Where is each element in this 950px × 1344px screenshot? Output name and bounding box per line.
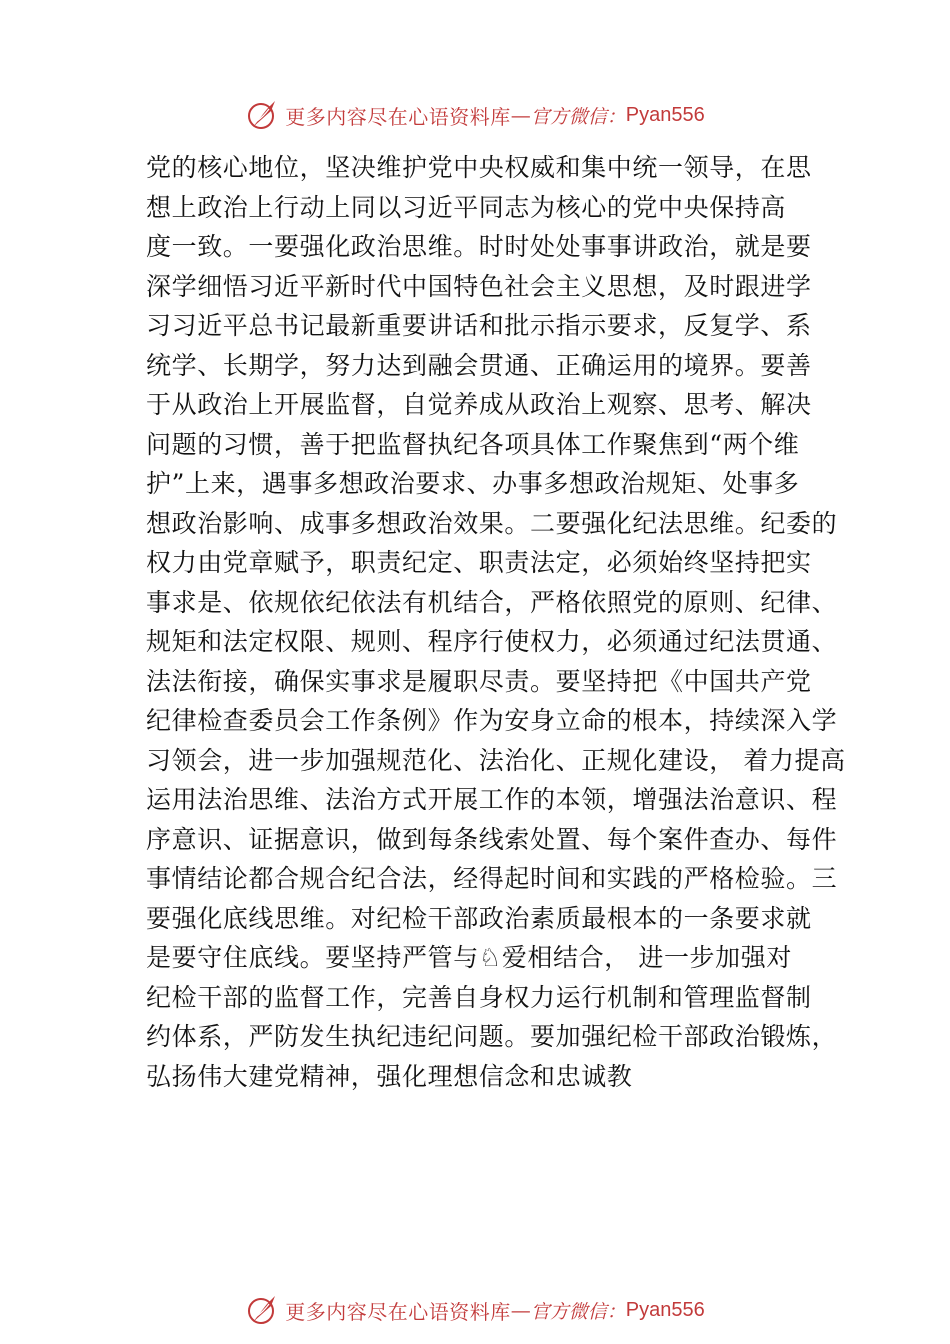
body-line: 习习近平总书记最新重要讲话和批示指示要求，反复学、系 — [146, 311, 812, 340]
banner-text: 更多内容尽在心语资料库 — [285, 1299, 511, 1324]
body-line: 习领会，进一步加强规范化、法治化、正规化建设， 着力提高 — [146, 745, 846, 775]
body-line: 统学、长期学，努力达到融会贯通、正确运用的境界。要善 — [146, 350, 812, 380]
quill-pen-circle-icon — [245, 1292, 281, 1328]
document-body — [146, 148, 846, 1096]
body-line: 事求是、依规依纪依法有机结合，严格依照党的原则、纪律、 — [146, 587, 838, 617]
body-line: 于从政治上开展监督，自觉养成从政治上观察、思考、解决 — [146, 390, 812, 419]
body-line: 护”上来，遇事多想政治要求、办事多想政治规矩、处事多 — [146, 469, 800, 498]
body-line: 事情结论都合规合纪合法，经得起时间和实践的严格检验。三 — [146, 864, 838, 893]
body-line: 问题的习惯，善于把监督执纪各项具体工作聚焦到“两个维 — [146, 429, 800, 459]
banner-wechat-label: 官方微信： — [530, 105, 626, 128]
body-line: 深学细悟习近平新时代中国特色社会主义思想，及时跟进学 — [146, 271, 812, 301]
body-line: 想政治影响、成事多想政治效果。二要强化纪法思维。纪委的 — [146, 508, 838, 538]
banner-wechat-id: Pyan556 — [625, 1298, 705, 1321]
body-line: 想上政治上行动上同以习近平同志为核心的党中央保持高 — [146, 192, 787, 222]
banner-wechat-id: Pyan556 — [625, 103, 705, 126]
body-line: 要强化底线思维。对纪检干部政治素质最根本的一条要求就 — [146, 903, 812, 933]
header-banner — [0, 95, 950, 135]
body-line: 纪律检查委员会工作条例》作为安身立命的根本，持续深入学 — [146, 706, 838, 735]
body-line: 规矩和法定权限、规则、程序行使权力，必须通过纪法贯通、 — [146, 627, 838, 656]
banner-separator: — — [510, 1298, 531, 1322]
body-line: 弘扬伟大建党精神，强化理想信念和忠诚教 — [146, 1061, 633, 1091]
banner-separator: — — [510, 103, 531, 127]
body-line: 序意识、证据意识，做到每条线索处置、每个案件查办、每件 — [146, 824, 838, 854]
body-line: 度一致。一要强化政治思维。时时处处事事讲政治，就是要 — [146, 232, 812, 261]
quill-pen-circle-icon — [245, 97, 281, 133]
body-line: 党的核心地位，坚决维护党中央权威和集中统一领导，在思 — [146, 153, 812, 182]
footer-banner — [0, 1290, 950, 1330]
body-line: 运用法治思维、法治方式开展工作的本领，增强法治意识、程 — [146, 785, 838, 814]
body-line: 权力由党章赋予，职责纪定、职责法定，必须始终坚持把实 — [146, 548, 812, 577]
body-line: 是要守住底线。要坚持严管与♘爱相结合， 进一步加强对 — [146, 943, 792, 972]
body-line: 纪检干部的监督工作，完善自身权力运行机制和管理监督制 — [146, 982, 812, 1012]
banner-wechat-label: 官方微信： — [530, 1300, 626, 1323]
body-line: 约体系，严防发生执纪违纪问题。要加强纪检干部政治锻炼， — [146, 1022, 838, 1051]
body-line: 法法衔接，确保实事求是履职尽责。要坚持把《中国共产党 — [146, 666, 812, 696]
banner-text: 更多内容尽在心语资料库 — [285, 104, 511, 129]
